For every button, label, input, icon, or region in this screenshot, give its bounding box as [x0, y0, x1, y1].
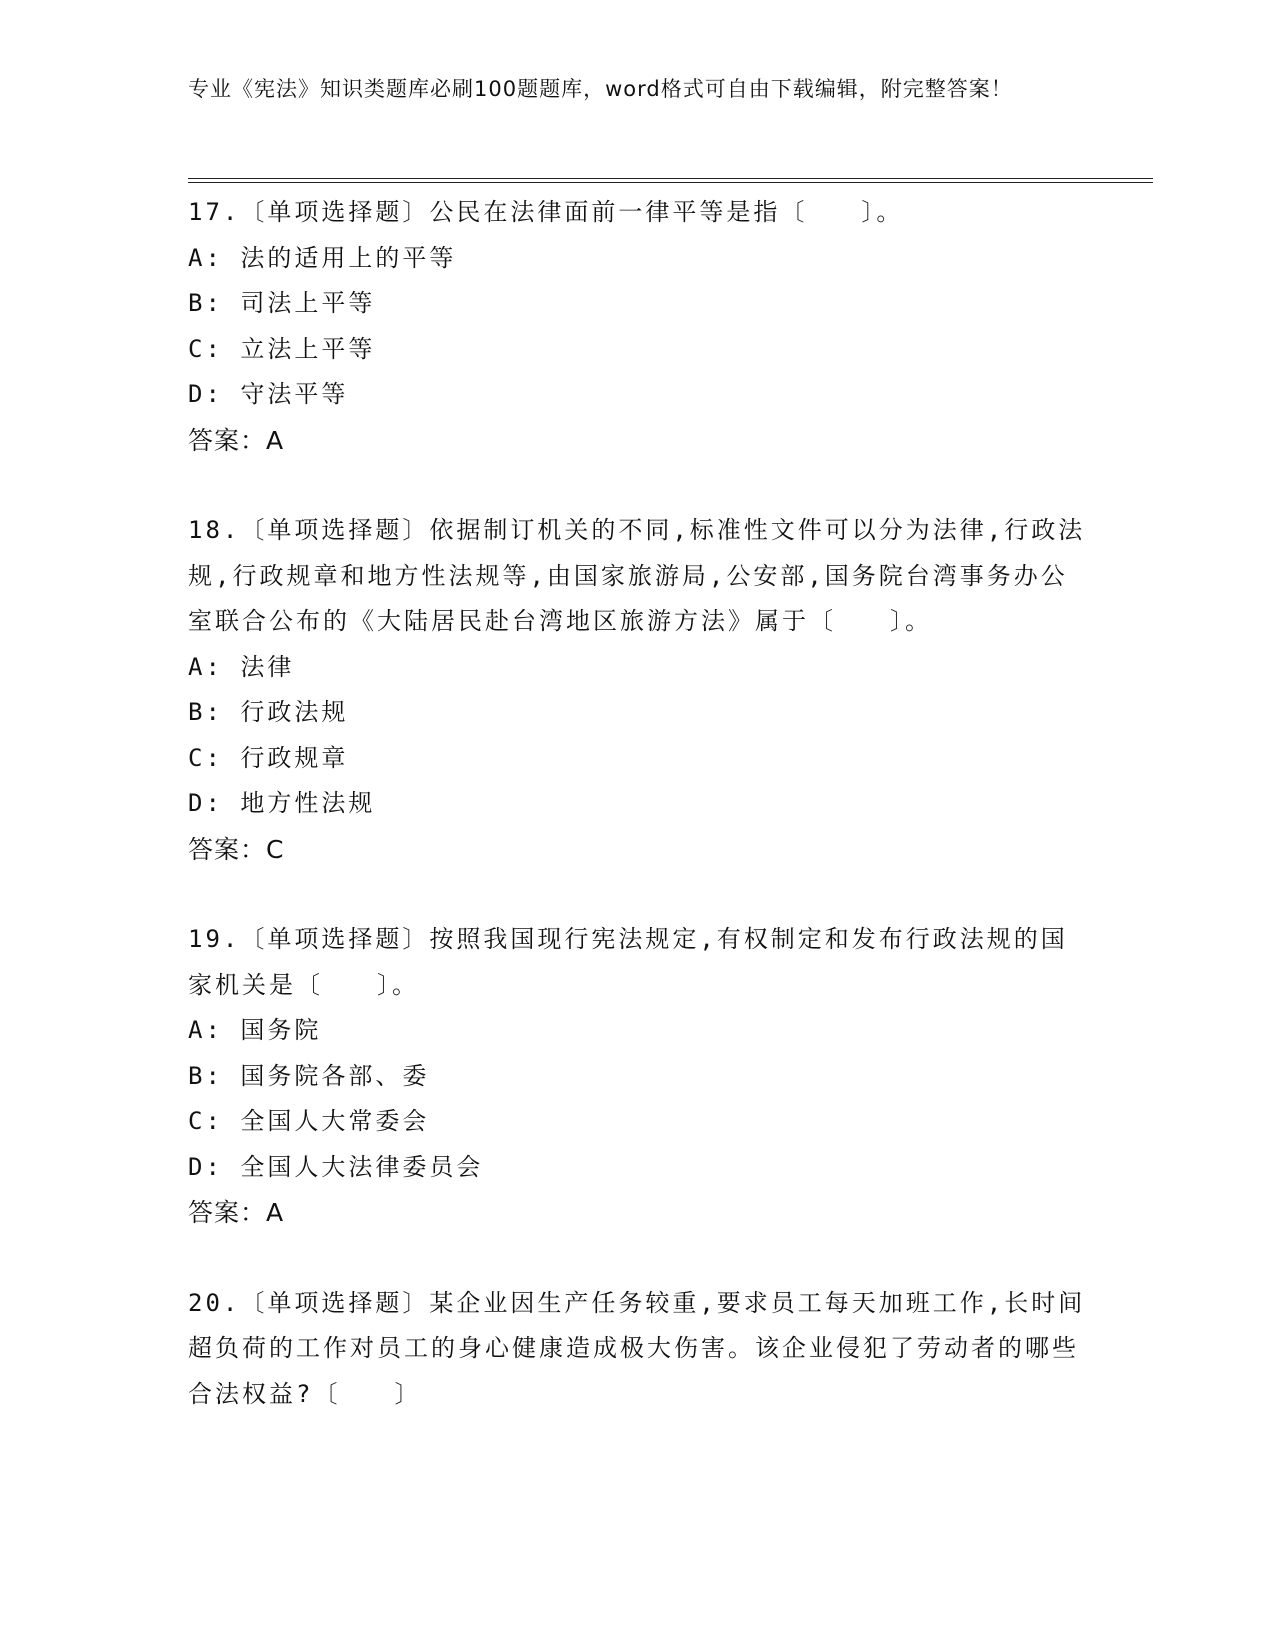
question-text: 17.〔单项选择题〕公民在法律面前一律平等是指〔 〕。 — [188, 198, 904, 226]
question-18 — [188, 508, 1088, 872]
answer-line: 答案：C — [188, 834, 285, 864]
question-19 — [188, 917, 1088, 1236]
question-list — [188, 190, 1088, 1417]
header-divider-top — [188, 178, 1153, 179]
option-d: D: 全国人大法律委员会 — [188, 1152, 484, 1181]
option-a: A: 国务院 — [188, 1016, 322, 1044]
option-c: C: 行政规章 — [188, 743, 349, 772]
question-spacer — [188, 872, 1088, 917]
question-spacer — [188, 1236, 1088, 1281]
question-text: 19.〔单项选择题〕按照我国现行宪法规定,有权制定和发布行政法规的国家机关是〔 〕。 — [188, 925, 1068, 999]
option-d: D: 地方性法规 — [188, 789, 376, 817]
document-header: 专业《宪法》知识类题库必刷100题题库，word格式可自由下载编辑，附完整答案！ — [188, 77, 1013, 101]
option-b: B: 司法上平等 — [188, 289, 376, 317]
answer-line: 答案：A — [188, 425, 285, 455]
option-b: B: 国务院各部、委 — [188, 1061, 430, 1090]
header-divider-bottom — [188, 182, 1153, 183]
option-d: D: 守法平等 — [188, 380, 349, 408]
option-a: A: 法的适用上的平等 — [188, 243, 457, 272]
question-17 — [188, 190, 1088, 463]
question-text: 20.〔单项选择题〕某企业因生产任务较重,要求员工每天加班工作,长时间超负荷的工作对员工的身心健康造成极大伤害。该企业侵犯了劳动者的哪些合法权益?〔 〕 — [188, 1288, 1086, 1408]
option-a: A: 法律 — [188, 652, 295, 681]
answer-line: 答案：A — [188, 1198, 285, 1227]
question-text: 18.〔单项选择题〕依据制订机关的不同,标准性文件可以分为法律,行政法规,行政规章和地方性法规等,由国家旅游局,公安部,国务院台湾事务办公室联合公布的《大陆居民赴台湾地区旅游方法》属于〔 〕。 — [188, 516, 1086, 635]
question-spacer — [188, 463, 1088, 508]
option-c: C: 全国人大常委会 — [188, 1107, 430, 1135]
option-b: B: 行政法规 — [188, 698, 349, 726]
option-c: C: 立法上平等 — [188, 334, 376, 363]
question-20 — [188, 1281, 1088, 1418]
